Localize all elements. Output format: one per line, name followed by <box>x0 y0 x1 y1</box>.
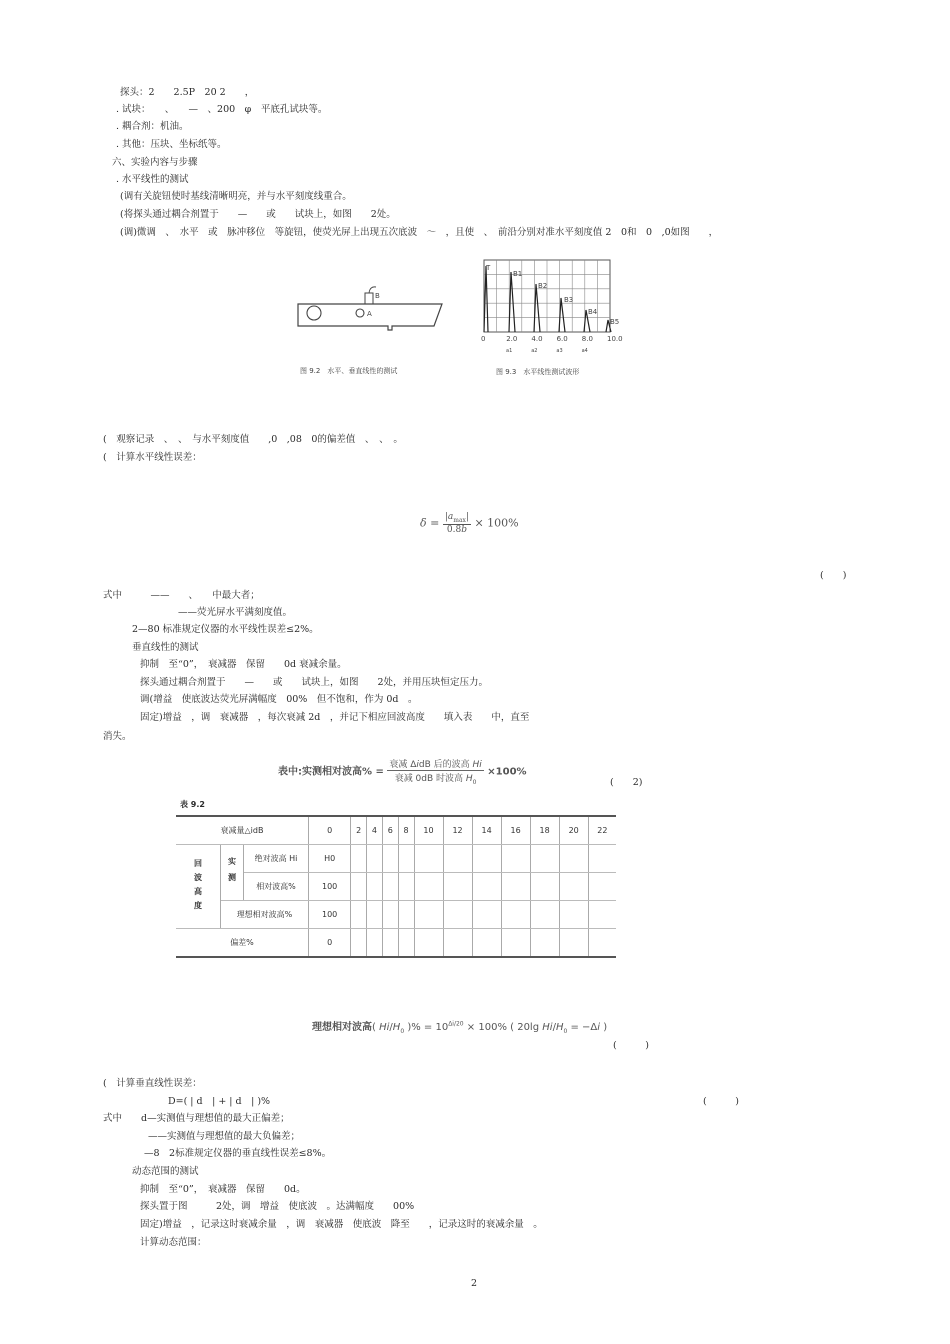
text-line: (调)微调 、 水平 或 脉冲移位 等旋钮，使荧光屏上出现五次底波 ～ ，且使 、 前沿分别对准水平刻度值 2 0和 0 ,0如图 ， <box>120 227 719 238</box>
probe-icon <box>365 293 373 304</box>
header-cell: 10 <box>414 816 443 845</box>
text-line: 调(增益 使底波达荧光屏满幅度 00% 但不饱和，作为 0d 。 <box>140 694 418 705</box>
table-cell <box>501 845 530 873</box>
subsection-heading: . 水平线性的测试 <box>116 174 189 185</box>
table-cell <box>559 873 588 901</box>
header-cell: 8 <box>398 816 414 845</box>
x-tick-label: 4.0 <box>531 335 543 343</box>
hole-label: A <box>367 310 372 318</box>
header-cell: 16 <box>501 816 530 845</box>
label-B2: B2 <box>538 282 548 290</box>
table-cell <box>559 929 588 958</box>
table-cell <box>588 901 616 929</box>
x-tick-labels <box>481 335 623 343</box>
formula-vertical-linearity: D=( | d | + | d | )% <box>168 1096 271 1107</box>
text-line: ( 观察记录 、 、 与水平刻度值 ,0 ,08 0的偏差值 、 、 。 <box>103 434 403 445</box>
text-line: ——实测值与理想值的最大负偏差； <box>148 1131 301 1142</box>
table-cell <box>443 845 472 873</box>
table-cell <box>588 873 616 901</box>
table-row <box>176 901 616 929</box>
text-line: ( 计算垂直线性误差： <box>103 1078 202 1089</box>
table-cell <box>443 929 472 958</box>
text-line: 2—80 标准规定仪器的水平线性误差≤2%。 <box>132 624 319 635</box>
echo-waveform <box>484 266 611 332</box>
header-cell: 18 <box>530 816 559 845</box>
formula-relative-wave-height: 表中:实测相对波高% = 衰减 ΔidB 后的波高 Hi 衰减 0dB 时波高 $H_0$ ×100% <box>278 757 527 786</box>
figure-9-3 <box>478 258 628 380</box>
table-cell <box>559 901 588 929</box>
table-cell: 100 <box>309 901 351 929</box>
formula-horizontal-linearity: δ = $|a_{max}|$ 0.8b × 100% <box>420 512 519 535</box>
table-cell <box>501 929 530 958</box>
text-line: (调有关旋钮使时基线清晰明亮，并与水平刻度线重合。 <box>120 191 352 202</box>
text-line: 式中 —— 、 中最大者； <box>103 590 260 601</box>
figure-9-2-caption: 图 9.2 水平、垂直线性的测试 <box>300 367 398 375</box>
table-cell <box>351 929 367 958</box>
table-cell <box>351 845 367 873</box>
header-cell: 14 <box>472 816 501 845</box>
table-cell <box>367 845 383 873</box>
table-header-label: 衰减量△idB <box>176 816 309 845</box>
figure-9-3-caption: 图 9.3 水平线性测试波形 <box>496 368 580 376</box>
block-hole <box>307 306 321 320</box>
text-line: 探头置于图 2处，调 增益 使底波 。达满幅度 00% <box>140 1201 415 1212</box>
header-cell: 20 <box>559 816 588 845</box>
equation-number: ( ) <box>703 1096 739 1107</box>
table-row <box>176 929 616 958</box>
text-line: —8 2标准规定仪器的垂直线性误差≤8%。 <box>144 1148 332 1159</box>
table-cell: 100 <box>309 873 351 901</box>
table-cell <box>398 901 414 929</box>
label-T: T <box>486 264 491 272</box>
table-cell <box>472 873 501 901</box>
x-tick-label: 10.0 <box>607 335 623 343</box>
table-cell <box>588 845 616 873</box>
equation-number: ( ) <box>613 1040 649 1051</box>
table-cell <box>382 845 398 873</box>
subsection-heading: 垂直线性的测试 <box>132 642 199 653</box>
x-tick-label: 6.0 <box>556 335 568 343</box>
table-group-label: 回波高度 <box>176 845 221 929</box>
header-cell: 4 <box>367 816 383 845</box>
table-cell <box>530 901 559 929</box>
offset-label: a3 <box>556 348 563 354</box>
text-line: 固定)增益 ，调 衰减器 ，每次衰减 2d ，并记下相应回波高度 填入表 中，直至 <box>140 712 530 723</box>
text-line: . 试块： 、 — 、200 φ 平底孔试块等。 <box>116 104 328 115</box>
table-cell <box>367 901 383 929</box>
text-line: 式中 d—实测值与理想值的最大正偏差； <box>103 1113 290 1124</box>
label-B3: B3 <box>564 296 574 304</box>
figure-9-2 <box>292 282 452 382</box>
header-cell: 12 <box>443 816 472 845</box>
table-title: 表 9.2 <box>180 800 205 809</box>
x-tick-label: 8.0 <box>581 335 593 343</box>
text-line: 抑制 至“0”， 衰减器 保留 0d 衰减余量。 <box>140 659 347 670</box>
label-B4: B4 <box>588 308 598 316</box>
page-number: 2 <box>471 1278 478 1289</box>
offset-label: a4 <box>581 348 588 354</box>
table-cell <box>443 873 472 901</box>
equation-number: ( ) <box>820 570 847 581</box>
header-cell: 0 <box>309 816 351 845</box>
text-line: 探头通过耦合剂置于 — 或 试块上，如图 2处，并用压块恒定压力。 <box>140 677 489 688</box>
text-line: 计算动态范围： <box>140 1237 207 1248</box>
table-cell <box>382 929 398 958</box>
table-cell <box>472 929 501 958</box>
table-cell <box>398 873 414 901</box>
row-label: 相对波高% <box>244 873 309 901</box>
table-cell <box>501 873 530 901</box>
table-cell <box>414 929 443 958</box>
table-row <box>176 845 616 873</box>
text-line: ( 计算水平线性误差： <box>103 452 202 463</box>
x-tick-label: 2.0 <box>506 335 518 343</box>
table-cell <box>398 845 414 873</box>
text-line: 消失。 <box>103 731 132 742</box>
table-cell <box>414 873 443 901</box>
equation-number: ( 2) <box>610 777 643 788</box>
table-cell <box>382 873 398 901</box>
table-cell <box>351 901 367 929</box>
table-cell <box>398 929 414 958</box>
row-label: 绝对波高 Hi <box>244 845 309 873</box>
table-cell <box>588 929 616 958</box>
table-cell: H0 <box>309 845 351 873</box>
table-cell <box>367 929 383 958</box>
header-cell: 22 <box>588 816 616 845</box>
table-cell <box>414 845 443 873</box>
table-cell <box>367 873 383 901</box>
oscilloscope-grid <box>484 260 610 332</box>
text-line: . 其他：压块、坐标纸等。 <box>116 139 227 150</box>
text-line: 探头：2 2.5P 20 2 ， <box>120 87 255 98</box>
table-cell <box>382 901 398 929</box>
attenuation-table <box>176 815 616 958</box>
row-label: 理想相对波高% <box>221 901 309 929</box>
header-cell: 2 <box>351 816 367 845</box>
x-tick-label: 0 <box>481 335 486 343</box>
table-cell <box>414 901 443 929</box>
subsection-heading: 动态范围的测试 <box>132 1166 199 1177</box>
table-cell <box>530 845 559 873</box>
table-cell <box>530 929 559 958</box>
text-line: . 耦合剂：机油。 <box>116 121 189 132</box>
text-line: ——荧光屏水平满刻度值。 <box>178 607 293 618</box>
section-heading: 六、实验内容与步骤 <box>112 157 198 168</box>
table-cell: 0 <box>309 929 351 958</box>
table-header-row <box>176 816 616 845</box>
offset-labels <box>506 348 588 354</box>
formula-ideal-wave-height: 理想相对波高( $Hi/H_0$ )% = $10^{\Delta i/20} \times 100\%$ ( 20lg $Hi/H_0 = -\Delta i$ ) <box>312 1020 608 1035</box>
table-cell <box>472 901 501 929</box>
table-cell <box>559 845 588 873</box>
table-cell <box>443 901 472 929</box>
probe-label: B <box>375 292 380 300</box>
row-label: 偏差% <box>176 929 309 958</box>
block-small-hole <box>356 309 364 317</box>
label-B1: B1 <box>513 270 523 278</box>
header-cell: 6 <box>382 816 398 845</box>
table-cell <box>351 873 367 901</box>
label-B5: B5 <box>610 318 620 326</box>
table-measured-label: 实测 <box>221 845 244 901</box>
table-cell <box>501 901 530 929</box>
offset-label: a2 <box>531 348 538 354</box>
text-line: 抑制 至“0”， 衰减器 保留 0d。 <box>140 1184 306 1195</box>
table-cell <box>472 845 501 873</box>
text-line: 固定)增益 ，记录这时衰减余量 ，调 衰减器 使底波 降至 ，记录这时的衰减余量 。 <box>140 1219 543 1230</box>
table-cell <box>530 873 559 901</box>
offset-label: a1 <box>506 348 513 354</box>
text-line: (将探头通过耦合剂置于 — 或 试块上，如图 2处。 <box>120 209 396 220</box>
